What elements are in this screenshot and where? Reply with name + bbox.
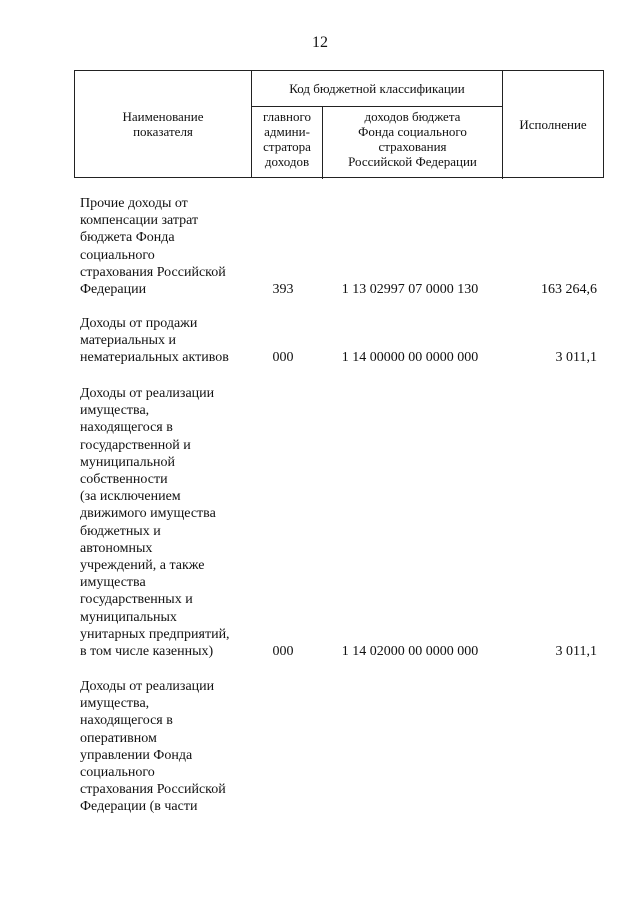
row-income-code: 1 14 00000 00 0000 000 [341, 350, 479, 365]
header-admin: главного админи- стратора доходов [252, 107, 323, 179]
row-execution: 3 011,1 [555, 350, 597, 365]
page-number: 12 [312, 34, 328, 51]
row-execution: 3 011,1 [555, 644, 597, 659]
row-execution: 163 264,6 [541, 282, 597, 297]
header-income: доходов бюджета Фонда социального страхования Российской Федерации [323, 107, 503, 179]
header-budget-classification: Код бюджетной классификации [252, 71, 503, 107]
table-header [74, 70, 604, 178]
row-admin-code: 000 [272, 644, 294, 659]
row-income-code: 1 14 02000 00 0000 000 [341, 644, 479, 659]
row-name: Доходы от реализации имущества, находящегося в оперативном управлении Фонда социального страхования Российской Федерации (в части [80, 679, 226, 815]
row-name: Прочие доходы от компенсации затрат бюджета Фонда социального страхования Российской Федерации [80, 196, 226, 298]
row-name: Доходы от продажи материальных и нематериальных активов [80, 316, 229, 366]
row-admin-code: 000 [272, 350, 294, 365]
row-income-code: 1 13 02997 07 0000 130 [341, 282, 479, 297]
row-name: Доходы от реализации имущества, находящегося в государственной и муниципальной собственности (за исключением движимого имущества бюджетных и автономных учреждений, а также имущества государственных и муниципальных унитарных предприятий, в том числе казенных) [80, 386, 230, 660]
header-name: Наименование показателя [75, 71, 252, 177]
header-execution: Исполнение [519, 116, 587, 132]
row-admin-code: 393 [272, 282, 294, 297]
